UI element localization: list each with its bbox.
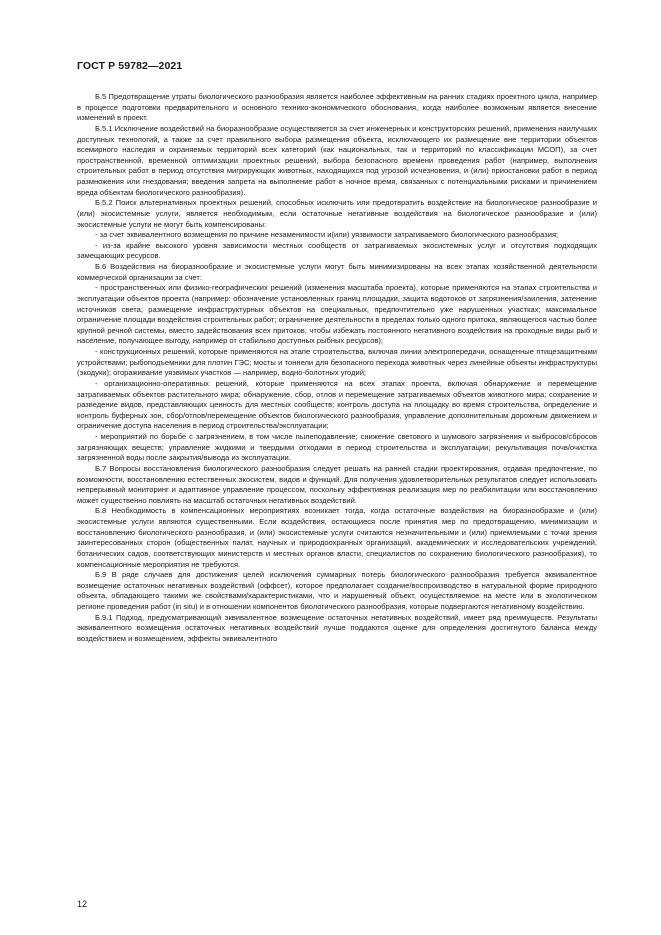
list-item: - из-за крайне высокого уровня зависимости местных сообществ от затрагиваемых экосистемных услуг и отсутствия подходящих замещающих ресурсов. bbox=[77, 240, 597, 261]
list-item: - за счет эквивалентного возмещения по причине незаменимости и(или) уязвимости затрагиваемого биологического разнообразия; bbox=[95, 230, 559, 240]
paragraph-b7: Б.7 Вопросы восстановления биологического разнообразия следует решать на ранней стадии проектирования, отдавая предпочтение, по возможности, восстановлению естественных экосистем, видов и функций. Для получения удовлетворительных результатов следует использовать непрерывный мониторинг и адаптивное управление процессом, поскольку эффективная реализация мер по реабилитации или восстановлению может существенно повлиять на масштаб остаточных негативных воздействий. bbox=[77, 463, 597, 505]
paragraph-b9-1: Б.9.1 Подход, предусматривающий эквивалентное возмещение остаточных негативных воздействий, имеет ряд преимуществ. Результаты эквивалентного возмещения остаточных негативных воздействий лучше поддаются оценке для определения достигнутого баланса между воздействием и возмещением, эффекты эквивалентного bbox=[77, 612, 597, 643]
paragraph-b6: Б.6 Воздействия на биоразнообразие и экосистемные услуги могут быть минимизированы на всех этапах хозяйственной деятельности коммерческой организации за счет: bbox=[77, 262, 597, 282]
list-item: - мероприятий по борьбе с загрязнением, в том числе пылеподавление; снижение светового и шумового загрязнения и выбросов/сбросов загрязняющих веществ; управление жидкими и твердыми отходами в период строительства и эксплуатации; рекультивация почв/очистка загрязненной воды после закрытия/вывода из эксплуатации. bbox=[77, 432, 597, 463]
paragraph-b5: Б.5 Предотвращение утраты биологического разнообразия является наиболее эффективным на ранних стадиях проектного цикла, например в процессе подготовки предварительного и основного технико-экономического обоснования, когда наиболее возможным является внесение изменений в проект. bbox=[77, 92, 597, 123]
list-item: - конструкционных решений, которые применяются на этапе строительства, включая линии электропередачи, оснащенные птицезащитными устройствами; рыбоподъемники для плотин ГЭС; мосты и тоннели для безопасного перехода животных через линейные объекты инфраструктуры (экодуки); огораживание уязвимых участков — например, водно-болотных угодий; bbox=[77, 347, 597, 378]
list-item: - организационно-оперативных решений, которые применяются на всех этапах проекта, включая обнаружение и перемещение затрагиваемых объектов растительного мира; обнаружение, сбор, отлов и перемещение затрагиваемых объектов животного мира; сохранение и разведение видов, представляющих ценность для местных сообществ; контроль доступа на площадку во время строительства, определение и контроль буферных зон, сбор/отлов/перемещение объектов биологического разнообразия, управление дополнительным дорожным движением и ограничение доступа населения в период строительства/эксплуатации; bbox=[77, 378, 597, 431]
paragraph-b5-1: Б.5.1 Исключение воздействий на биоразнообразие осуществляется за счет инженерных и конструкторских решений, применения наилучших доступных технологий, а также за счет правильного выбора размещения объекта, исключающего их размещение вне территории объектов всемирного наследия и охраняемых территорий всех категорий (как национальных, так и территорий по классификации МСОП), за счет пространственной, временной оптимизации проектных решений, выбора безопасного времени проведения работ (например, выполнения строительных работ в период отсутствия мигрирующих животных, находящихся под угрозой исчезновения, и (или) приостановки работ в период размножения или гнездования; введения запрета на выполнение работ в ночное время, связанных с потенциальными рисками и причинением вреда объектам биологического разнообразия). bbox=[77, 123, 597, 197]
paragraph-b9: Б.9 В ряде случаев для достижения целей исключения суммарных потерь биологического разнообразия требуется эквивалентное возмещение остаточных негативных воздействий (оффсет), которое предполагает создание/воспроизводство в натуральной форме природного объекта, обладающего такими же свойствами/характеристиками, что и нарушенный объект, осуществляемое на месте или в экологическом регионе проведения работ (in situ) и в отношении компонентов биологического разнообразия, которые подвергаются негативному воздействию. bbox=[77, 570, 597, 611]
document-code-header: ГОСТ Р 59782—2021 bbox=[77, 60, 183, 72]
paragraph-b8: Б.8 Необходимость в компенсационных мероприятиях возникает тогда, когда остаточные воздействия на биоразнообразие и (или) экосистемные услуги являются существенными. Если воздействия, остающиеся после принятия мер по предотвращению, минимизации и восстановлению биологического разнообразия, и (или) экосистемные услуги считаются незначительными и (или) приемлемыми с точки зрения заинтересованных сторон (общественных палат, научных и природоохранных организаций, академических и исследовательских учреждений, ботанических садов, соответствующих министерств и местных органов власти, специалистов по сохранению биологического разнообразия), то компенсационные мероприятия не требуются. bbox=[77, 506, 597, 569]
page-number: 12 bbox=[77, 899, 88, 909]
list-item: - пространственных или физико-географических решений (изменения масштаба проекта), которые применяются на этапах строительства и эксплуатации объектов проекта (например: обозначение установленных границ площадки, защита водотоков от загрязнения/заиления, затенение источников света; размещение инфраструктурных объектов на специальных, предпочтительно уже нарушенных участках; максимальное ограничение площади воздействия строительных работ; ограничение деятельности в пределах только одного притока, являющегося частью более крупной речной системы, вместо задействования всех притоков, чтобы избежать постоянного негативного воздействия на проходные виды рыб и население, получающее выгоду, например от стабильно доступных рыбных ресурсов); bbox=[77, 283, 597, 346]
paragraph-b5-2: Б.5.2 Поиск альтернативных проектных решений, способных исключить или предотвратить воздействие на биологическое разнообразие и (или) экосистемные услуги, является необходимым, если остаточные негативные воздействия на биологическое разнообразие и (или) экосистемные услуги не могут быть компенсированы: bbox=[77, 198, 597, 229]
document-body bbox=[77, 92, 597, 645]
